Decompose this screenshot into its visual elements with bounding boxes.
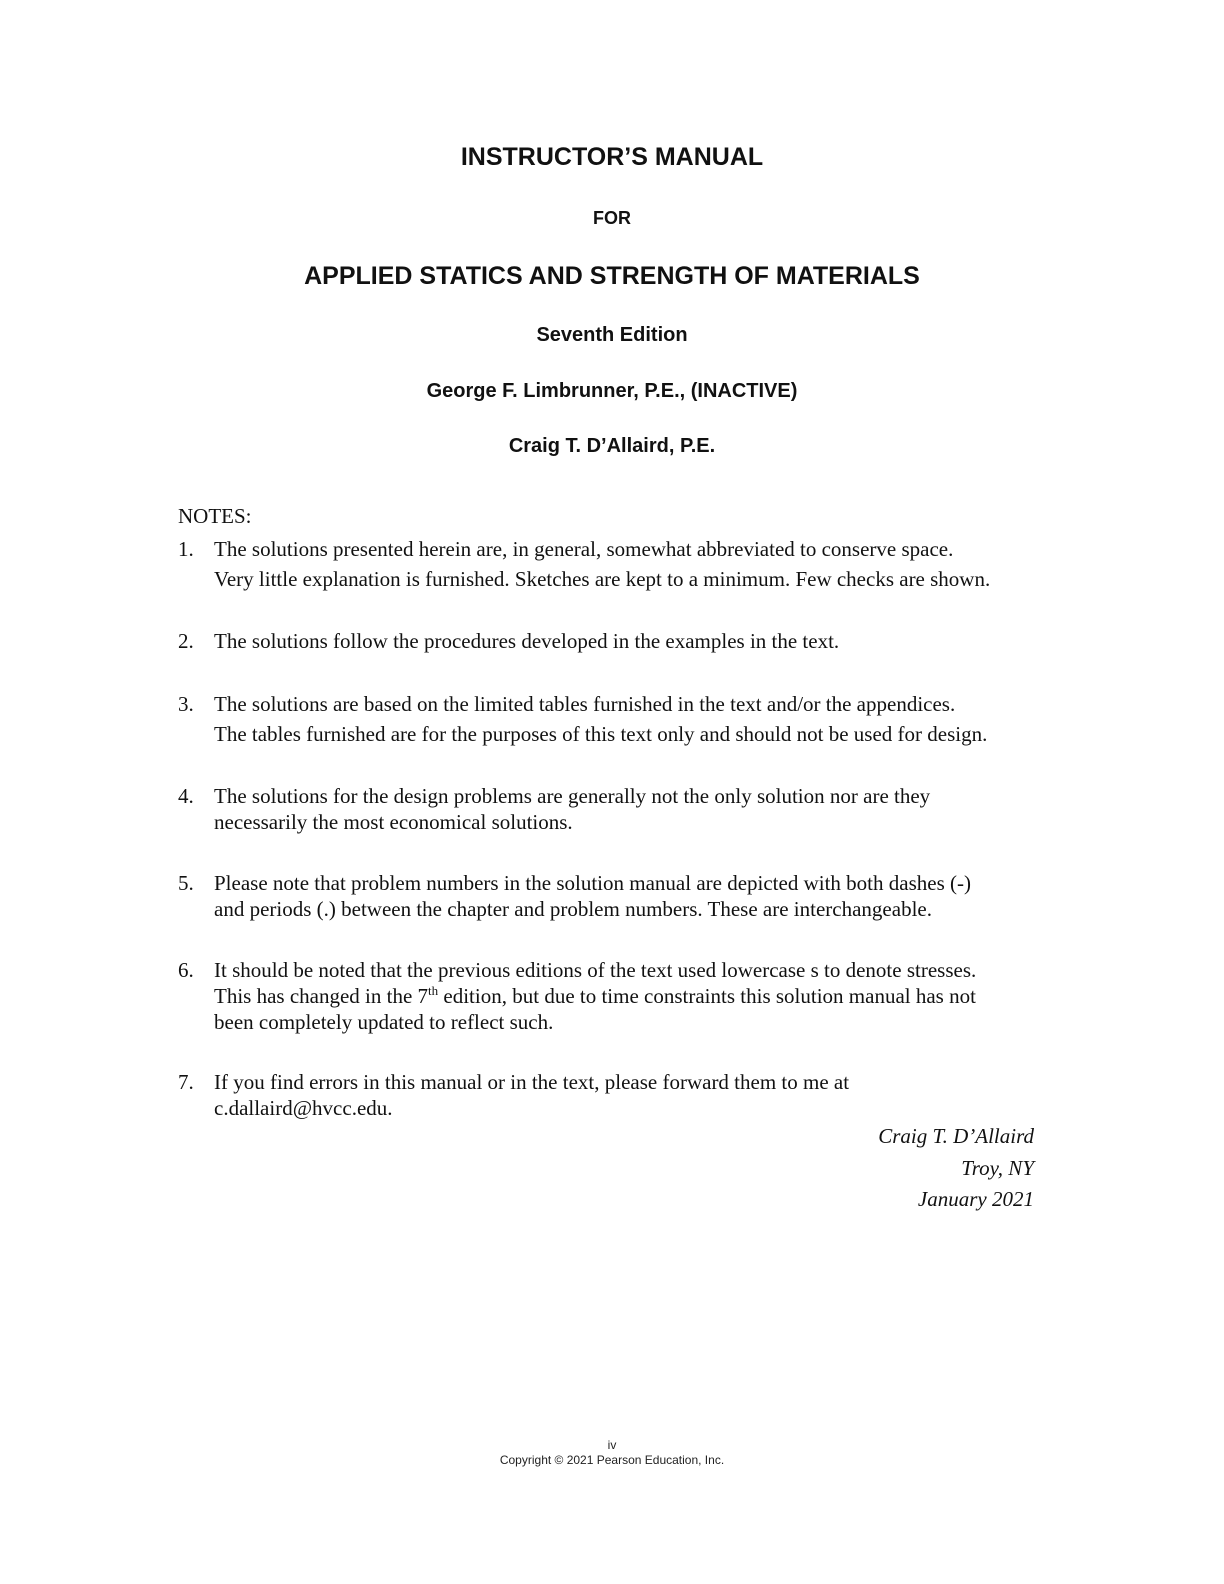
note-line: The solutions presented herein are, in general, somewhat abbreviated to conserve space.	[214, 537, 954, 561]
note-line: It should be noted that the previous editions of the text used lowercase s to denote stresses.	[214, 958, 977, 982]
note-number: 1.	[178, 537, 194, 561]
note-line: Very little explanation is furnished. Sketches are kept to a minimum. Few checks are shown.	[214, 567, 991, 591]
note-line: and periods (.) between the chapter and problem numbers. These are interchangeable.	[214, 897, 932, 921]
note-line: The tables furnished are for the purposes of this text only and should not be used for design.	[214, 722, 988, 746]
note-line: necessarily the most economical solutions.	[214, 810, 573, 834]
page-number: iv	[607, 1438, 617, 1452]
note-line: been completely updated to reflect such.	[214, 1010, 554, 1034]
copyright: Copyright © 2021 Pearson Education, Inc.	[499, 1453, 725, 1467]
note-number: 7.	[178, 1070, 194, 1094]
signature-name: Craig T. D’Allaird	[878, 1124, 1034, 1148]
note-text: edition, but due to time constraints this solution manual has not	[438, 984, 976, 1008]
note-line: The solutions are based on the limited tables furnished in the text and/or the appendices.	[214, 692, 956, 716]
note-number: 3.	[178, 692, 194, 716]
note-number: 6.	[178, 958, 194, 982]
book-title: APPLIED STATICS AND STRENGTH OF MATERIALS	[304, 262, 920, 290]
note-line	[214, 983, 976, 1009]
ordinal-suffix: th	[428, 983, 439, 998]
note-line: The solutions follow the procedures developed in the examples in the text.	[214, 629, 840, 653]
author-2: Craig T. D’Allaird, P.E.	[508, 435, 716, 457]
for-label: FOR	[593, 208, 631, 228]
note-text: This has changed in the 7	[214, 984, 429, 1008]
note-number: 2.	[178, 629, 194, 653]
edition: Seventh Edition	[536, 324, 688, 346]
signature-location: Troy, NY	[961, 1156, 1034, 1180]
manual-title: INSTRUCTOR’S MANUAL	[460, 143, 764, 171]
notes-heading: NOTES:	[178, 504, 252, 528]
note-line: If you find errors in this manual or in the text, please forward them to me at	[214, 1070, 850, 1094]
note-line: The solutions for the design problems are generally not the only solution nor are they	[214, 784, 931, 808]
note-line: Please note that problem numbers in the solution manual are depicted with both dashes (-)	[214, 871, 971, 895]
signature-date: January 2021	[917, 1187, 1034, 1211]
author-1: George F. Limbrunner, P.E., (INACTIVE)	[426, 380, 798, 402]
note-number: 4.	[178, 784, 194, 808]
note-number: 5.	[178, 871, 194, 895]
email-link[interactable]: c.dallaird@hvcc.edu.	[214, 1096, 393, 1120]
